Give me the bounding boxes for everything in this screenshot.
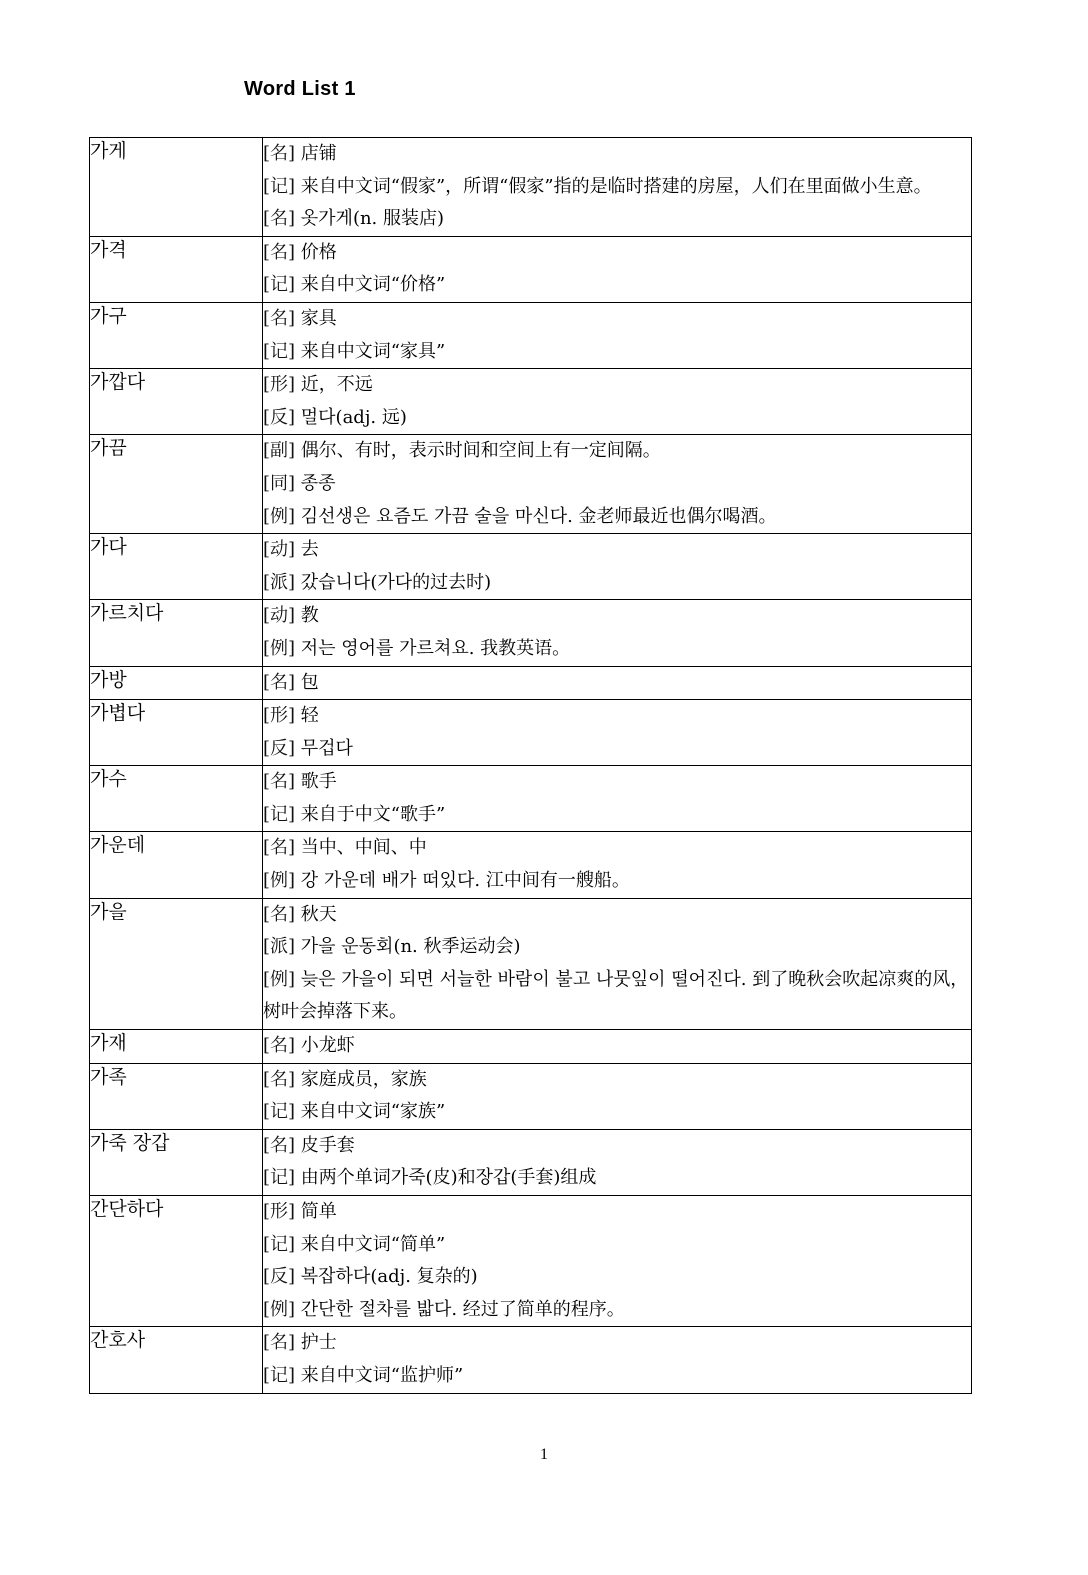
definition-line xyxy=(263,1162,971,1195)
definition-tag: [记] xyxy=(263,1364,296,1386)
definitions-cell xyxy=(263,236,972,302)
definition-tag: [记] xyxy=(263,274,296,296)
definition-tag: [例] xyxy=(263,505,296,527)
definition-tag: [反] xyxy=(263,737,296,759)
definition-text: 来自中文词“家具” xyxy=(300,340,446,362)
headword: 가수 xyxy=(90,766,263,832)
definition-text: 家具 xyxy=(300,307,337,329)
definition-tag: [名] xyxy=(263,671,296,693)
headword: 가운데 xyxy=(90,832,263,898)
definition-tag: [名] xyxy=(263,307,296,329)
headword: 가죽 장갑 xyxy=(90,1129,263,1195)
definition-text: 가을 운동회(n. 秋季运动会) xyxy=(300,936,521,958)
table-row xyxy=(90,534,972,600)
definition-tag: [例] xyxy=(263,637,296,659)
definition-tag: [名] xyxy=(263,241,296,263)
definitions-cell xyxy=(263,832,972,898)
definition-line xyxy=(263,534,971,567)
definition-text: 멀다(adj. 远) xyxy=(300,406,407,428)
definition-text: 歌手 xyxy=(300,771,337,793)
definition-line xyxy=(263,899,971,932)
headword: 간호사 xyxy=(90,1327,263,1393)
table-row xyxy=(90,766,972,832)
table-row xyxy=(90,600,972,666)
definition-line xyxy=(263,964,971,1029)
definition-text: 小龙虾 xyxy=(300,1035,355,1057)
definition-text: 由两个单词가죽(皮)和장갑(手套)组成 xyxy=(300,1167,597,1189)
definitions-cell xyxy=(263,435,972,534)
definition-tag: [名] xyxy=(263,1134,296,1156)
definition-text: 价格 xyxy=(300,241,337,263)
definition-tag: [名] xyxy=(263,903,296,925)
definitions-cell xyxy=(263,302,972,368)
table-row xyxy=(90,666,972,700)
table-row xyxy=(90,236,972,302)
definitions-cell xyxy=(263,898,972,1029)
headword: 가깝다 xyxy=(90,369,263,435)
definition-line xyxy=(263,633,971,666)
definition-text: 偶尔、有时，表示时间和空间上有一定间隔。 xyxy=(300,440,661,462)
definition-tag: [例] xyxy=(263,870,296,892)
definition-text: 갔습니다(가다的过去时) xyxy=(300,571,492,593)
definition-line xyxy=(263,733,971,766)
definition-text: 简单 xyxy=(300,1201,337,1222)
definition-text: 去 xyxy=(300,539,319,561)
headword: 가르치다 xyxy=(90,600,263,666)
definition-tag: [例] xyxy=(263,968,296,990)
definition-line xyxy=(263,303,971,336)
definition-line xyxy=(263,1030,971,1063)
definitions-cell xyxy=(263,369,972,435)
definition-text: 当中、中间、中 xyxy=(300,837,427,859)
definition-tag: [记] xyxy=(263,175,296,197)
definition-line xyxy=(263,1196,971,1229)
definition-line xyxy=(263,468,971,501)
table-row xyxy=(90,1030,972,1064)
definition-line xyxy=(263,865,971,898)
definition-tag: [记] xyxy=(263,340,296,362)
definitions-cell xyxy=(263,138,972,237)
headword: 가격 xyxy=(90,236,263,302)
definition-line xyxy=(263,435,971,468)
definition-line xyxy=(263,1261,971,1294)
definition-tag: [记] xyxy=(263,1167,296,1189)
definition-text: 간단한 절차를 밟다. 经过了简单的程序。 xyxy=(300,1298,625,1320)
definition-tag: [形] xyxy=(263,1201,296,1222)
definition-line xyxy=(263,369,971,402)
definitions-cell xyxy=(263,766,972,832)
definition-tag: [名] xyxy=(263,143,296,164)
definition-text: 무겁다 xyxy=(300,737,353,759)
definition-line xyxy=(263,171,971,204)
table-row xyxy=(90,832,972,898)
word-table xyxy=(89,137,972,1394)
definition-line xyxy=(263,567,971,600)
definition-tag: [反] xyxy=(263,1266,296,1288)
definition-text: 옷가게(n. 服装店) xyxy=(300,208,445,230)
definition-tag: [例] xyxy=(263,1298,296,1320)
definition-text: 来自中文词“假家”，所谓“假家”指的是临时搭建的房屋，人们在里面做小生意。 xyxy=(300,175,932,197)
headword: 가재 xyxy=(90,1030,263,1064)
definition-tag: [名] xyxy=(263,837,296,859)
table-row xyxy=(90,1196,972,1327)
definition-line xyxy=(263,1360,971,1393)
definitions-cell xyxy=(263,1030,972,1064)
definitions-cell xyxy=(263,700,972,766)
definition-tag: [名] xyxy=(263,1068,296,1090)
definition-line xyxy=(263,667,971,700)
definition-line xyxy=(263,203,971,236)
headword: 가다 xyxy=(90,534,263,600)
definition-tag: [形] xyxy=(263,374,296,396)
definition-text: 包 xyxy=(300,671,319,693)
definition-line xyxy=(263,799,971,832)
headword: 가을 xyxy=(90,898,263,1029)
definition-line xyxy=(263,1130,971,1163)
definition-tag: [记] xyxy=(263,1233,296,1255)
headword: 가볍다 xyxy=(90,700,263,766)
definitions-cell xyxy=(263,666,972,700)
definition-text: 강 가운데 배가 떠있다. 江中间有一艘船。 xyxy=(300,870,630,892)
definition-line xyxy=(263,832,971,865)
definition-text: 김선생은 요즘도 가끔 술을 마신다. 金老师最近也偶尔喝酒。 xyxy=(300,505,777,527)
definition-tag: [名] xyxy=(263,1035,296,1057)
word-table-body xyxy=(90,138,972,1394)
definition-line xyxy=(263,1294,971,1327)
definition-tag: [形] xyxy=(263,705,296,727)
definition-tag: [动] xyxy=(263,605,296,627)
definition-line xyxy=(263,931,971,964)
definition-text: 늦은 가을이 되면 서늘한 바람이 불고 나뭇잎이 떨어진다. 到了晚秋会吹起凉爽的风，树叶会掉落下来。 xyxy=(263,968,969,1023)
definition-tag: [动] xyxy=(263,539,296,561)
definition-text: 来自中文词“简单” xyxy=(300,1233,446,1255)
definition-tag: [同] xyxy=(263,472,296,494)
definition-line xyxy=(263,501,971,534)
definition-line xyxy=(263,237,971,270)
definitions-cell xyxy=(263,600,972,666)
definition-tag: [名] xyxy=(263,208,296,230)
definition-line xyxy=(263,766,971,799)
page-title: Word List 1 xyxy=(244,78,356,100)
definition-text: 来自于中文“歌手” xyxy=(300,803,446,825)
definition-tag: [名] xyxy=(263,771,296,793)
definition-line xyxy=(263,1327,971,1360)
definition-text: 来自中文词“价格” xyxy=(300,274,446,296)
page-number: 1 xyxy=(540,1446,548,1463)
definition-text: 来自中文词“家族” xyxy=(300,1101,446,1123)
table-row xyxy=(90,435,972,534)
definition-line xyxy=(263,1064,971,1097)
headword: 가족 xyxy=(90,1063,263,1129)
definition-tag: [记] xyxy=(263,803,296,825)
definition-line xyxy=(263,1096,971,1129)
definition-text: 家庭成员，家族 xyxy=(300,1068,427,1090)
table-row xyxy=(90,1129,972,1195)
table-row xyxy=(90,302,972,368)
definition-line xyxy=(263,1229,971,1262)
definition-tag: [派] xyxy=(263,571,296,593)
table-row xyxy=(90,1327,972,1393)
definition-text: 近，不远 xyxy=(300,374,373,396)
table-row xyxy=(90,138,972,237)
table-row xyxy=(90,898,972,1029)
table-row xyxy=(90,1063,972,1129)
table-row xyxy=(90,369,972,435)
definition-text: 秋天 xyxy=(300,903,337,925)
definition-line xyxy=(263,700,971,733)
definitions-cell xyxy=(263,1196,972,1327)
definitions-cell xyxy=(263,1129,972,1195)
headword: 가끔 xyxy=(90,435,263,534)
definition-text: 护士 xyxy=(300,1332,337,1354)
headword: 가방 xyxy=(90,666,263,700)
definition-tag: [反] xyxy=(263,406,296,428)
definition-line xyxy=(263,138,971,171)
definition-tag: [副] xyxy=(263,440,296,462)
definition-text: 来自中文词“监护师” xyxy=(300,1364,464,1386)
definition-text: 轻 xyxy=(300,705,319,727)
definitions-cell xyxy=(263,534,972,600)
definition-tag: [记] xyxy=(263,1101,296,1123)
headword: 가구 xyxy=(90,302,263,368)
definition-line xyxy=(263,269,971,302)
definition-text: 教 xyxy=(300,605,319,627)
definition-line xyxy=(263,336,971,369)
definition-text: 皮手套 xyxy=(300,1134,355,1156)
definition-text: 복잡하다(adj. 复杂的) xyxy=(300,1266,478,1288)
definitions-cell xyxy=(263,1063,972,1129)
definition-tag: [名] xyxy=(263,1332,296,1354)
definition-tag: [派] xyxy=(263,936,296,958)
definition-line xyxy=(263,402,971,435)
definition-text: 店铺 xyxy=(300,143,337,164)
headword: 가게 xyxy=(90,138,263,237)
table-row xyxy=(90,700,972,766)
headword: 간단하다 xyxy=(90,1196,263,1327)
definition-text: 저는 영어를 가르쳐요. 我教英语。 xyxy=(300,637,571,659)
definition-text: 종종 xyxy=(300,472,336,494)
definitions-cell xyxy=(263,1327,972,1393)
definition-line xyxy=(263,600,971,633)
